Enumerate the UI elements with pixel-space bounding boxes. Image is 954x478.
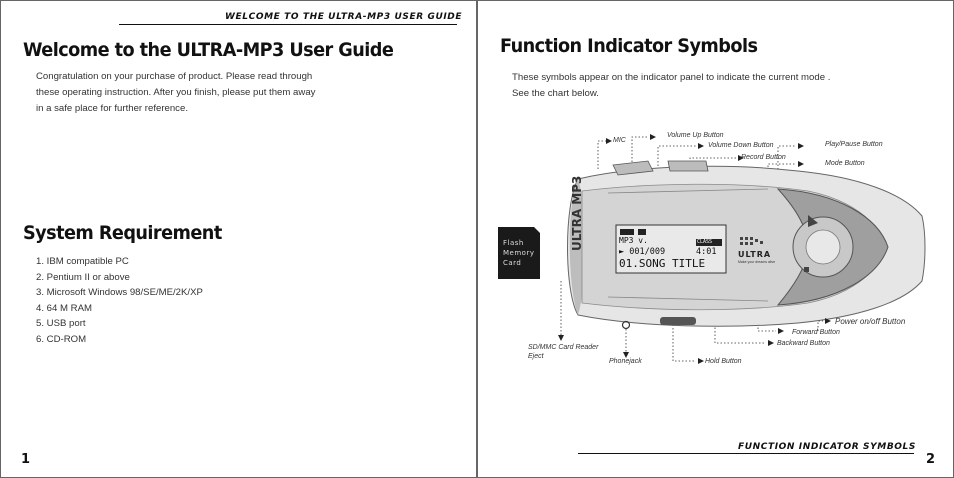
list-item: 6. CD-ROM bbox=[36, 333, 87, 345]
list-item: 2. Pentium II or above bbox=[36, 271, 130, 283]
label-sd-card-reader: SD/MMC Card Reader bbox=[528, 344, 599, 351]
label-eject: Eject bbox=[528, 353, 544, 360]
right-page bbox=[477, 0, 954, 478]
screen-class-badge: CLASS bbox=[697, 239, 713, 245]
intro-line: These symbols appear on the indicator panel to indicate the current mode . bbox=[512, 72, 831, 83]
intro-line: in a safe place for further reference. bbox=[36, 103, 188, 114]
screen-track: ► 001/009 bbox=[619, 247, 666, 257]
intro-paragraph bbox=[512, 70, 830, 102]
label-backward: Backward Button bbox=[777, 340, 830, 347]
intro-line: these operating instruction. After you finish, please put them away bbox=[36, 87, 316, 98]
label-forward: Forward Button bbox=[792, 329, 840, 336]
label-play-pause: Play/Pause Button bbox=[825, 141, 883, 148]
label-volume-down: Volume Down Button bbox=[708, 142, 774, 149]
screen-time: 4:01 bbox=[696, 247, 717, 257]
label-record: Record Button bbox=[741, 154, 786, 161]
header-rule bbox=[119, 24, 457, 25]
label-mode: Mode Button bbox=[825, 160, 865, 167]
label-phonejack: Phonejack bbox=[609, 358, 642, 365]
label-mic: MIC bbox=[613, 137, 626, 144]
running-header: WELCOME TO THE ULTRA-MP3 USER GUIDE bbox=[225, 12, 463, 22]
list-item: 3. Microsoft Windows 98/SE/ME/2K/XP bbox=[36, 287, 203, 298]
screen-mode-text: MP3 v. bbox=[619, 236, 648, 245]
page-title: Function Indicator Symbols bbox=[500, 35, 758, 57]
label-hold: Hold Button bbox=[705, 358, 742, 365]
device-tagline: Make your dreams alive bbox=[738, 260, 776, 264]
list-item: 4. 64 M RAM bbox=[36, 302, 92, 314]
card-label: Flash Memory Card bbox=[503, 239, 535, 267]
intro-line: Congratulation on your purchase of product. Please read through bbox=[36, 71, 313, 82]
page-title: Welcome to the ULTRA-MP3 User Guide bbox=[23, 39, 394, 61]
screen-song-title: 01.SONG TITLE bbox=[619, 257, 706, 270]
section-title: System Requirement bbox=[23, 222, 222, 244]
device-brand: ULTRA bbox=[738, 250, 772, 259]
intro-line: See the chart below. bbox=[512, 88, 599, 99]
page-number: 2 bbox=[926, 452, 936, 467]
label-power: Power on/off Button bbox=[835, 317, 906, 326]
list-item: 1. IBM compatible PC bbox=[36, 256, 129, 267]
page-number: 1 bbox=[21, 452, 31, 467]
running-footer: FUNCTION INDICATOR SYMBOLS bbox=[738, 442, 916, 452]
intro-paragraph bbox=[36, 69, 315, 117]
device-side-logo: ULTRA MP3 bbox=[570, 175, 584, 251]
requirements-list bbox=[36, 254, 203, 347]
list-item: 5. USB port bbox=[36, 318, 86, 329]
label-volume-up: Volume Up Button bbox=[667, 132, 724, 139]
footer-rule bbox=[578, 453, 914, 454]
